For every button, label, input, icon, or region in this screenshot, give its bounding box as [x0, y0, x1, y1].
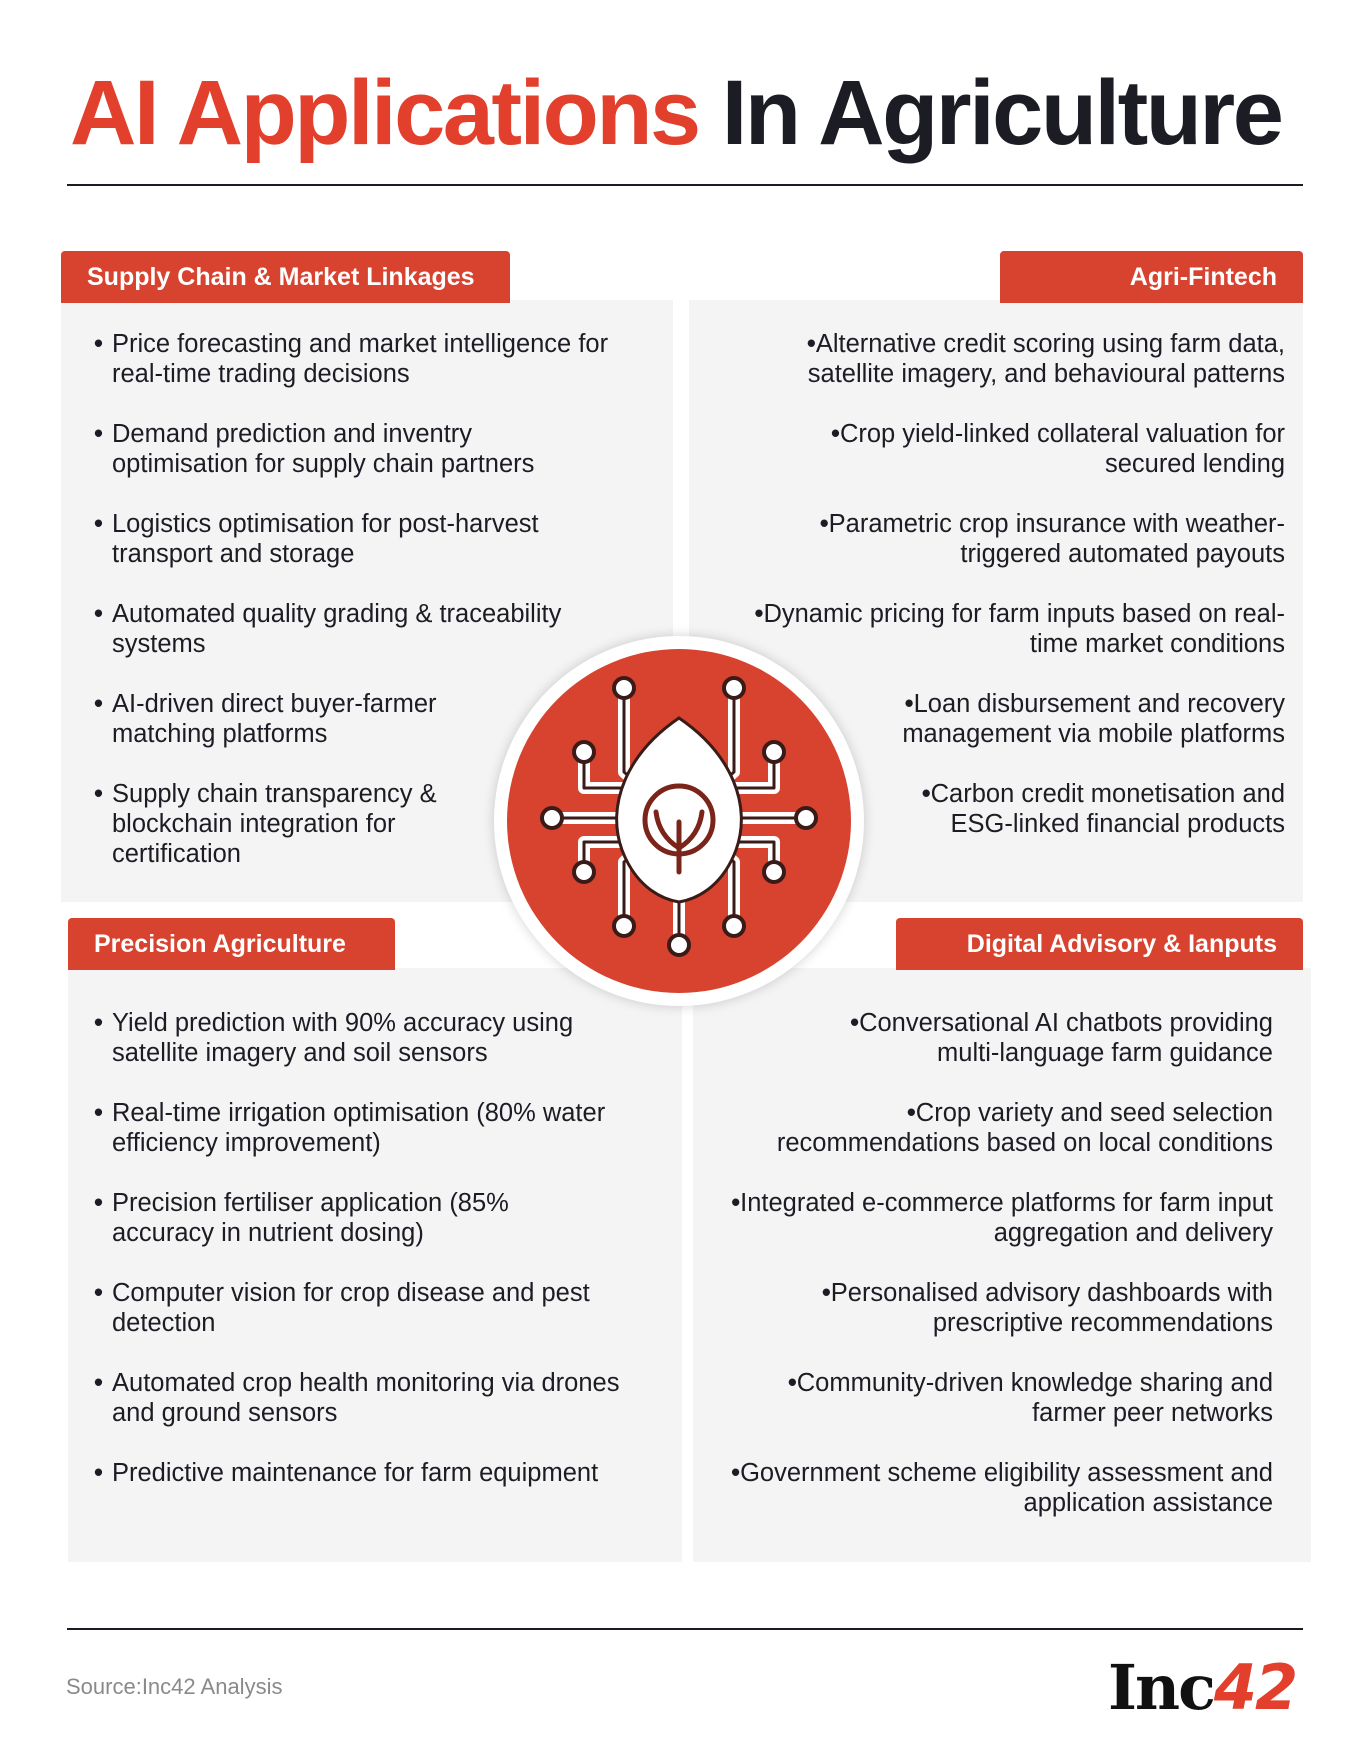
- list-item: • Automated crop health monitoring via drones and ground sensors: [94, 1369, 620, 1427]
- bullet-icon: •: [94, 510, 103, 538]
- bottom-divider: [67, 1628, 1303, 1630]
- leaf-circuit-icon: [494, 636, 864, 1006]
- list-item: • Yield prediction with 90% accuracy using satellite imagery and soil sensors: [94, 1009, 574, 1067]
- bullet-icon: •: [831, 420, 840, 448]
- bullet-icon: •: [94, 330, 103, 358]
- digital-advisory-tab-label: Digital Advisory & Ianputs: [966, 930, 1277, 958]
- title-rest: In Agriculture: [721, 62, 1282, 164]
- bullet-icon: •: [731, 1459, 741, 1487]
- source-note: Source:Inc42 Analysis: [66, 1674, 283, 1699]
- bullet-icon: •: [821, 1279, 831, 1307]
- bullet-icon: •: [806, 330, 816, 358]
- agri-fintech-tab-label: Agri-Fintech: [1129, 263, 1277, 291]
- list-item: •Alternative credit scoring using farm data, satellite imagery, and behavioural patterns: [735, 329, 1285, 389]
- digital-advisory-tab: [896, 918, 1303, 970]
- list-item: • Logistics optimisation for post-harvest transport and storage: [94, 510, 539, 568]
- bullet-icon: •: [94, 1459, 103, 1487]
- list-item: • Supply chain transparency & blockchain integration for certification: [94, 780, 437, 868]
- bullet-icon: •: [94, 1189, 103, 1217]
- agri-fintech-tab: [1000, 251, 1303, 303]
- bullet-icon: •: [94, 420, 103, 448]
- bullet-icon: •: [787, 1369, 797, 1397]
- precision-agriculture-tab-label: Precision Agriculture: [94, 930, 346, 958]
- bullet-icon: •: [94, 780, 103, 808]
- bullet-icon: •: [94, 1369, 103, 1397]
- logo-text: Inc: [1108, 1651, 1214, 1724]
- precision-agriculture-tab: [68, 918, 395, 970]
- supply-chain-tab-label: Supply Chain & Market Linkages: [87, 263, 475, 291]
- bullet-icon: •: [906, 1099, 916, 1127]
- list-item: •Crop yield-linked collateral valuation for secured lending: [735, 419, 1285, 479]
- bullet-icon: •: [904, 690, 914, 718]
- list-item: • Computer vision for crop disease and pest detection: [94, 1279, 590, 1337]
- list-item: • Price forecasting and market intelligence for real-time trading decisions: [94, 330, 609, 388]
- list-item: •Dynamic pricing for farm inputs based on real-time market conditions: [735, 599, 1285, 659]
- bullet-icon: •: [94, 1009, 103, 1037]
- list-item: • Automated quality grading & traceability systems: [94, 600, 562, 658]
- list-item: •Government scheme eligibility assessment and application assistance: [718, 1458, 1273, 1518]
- list-item: •Parametric crop insurance with weather-triggered automated payouts: [735, 509, 1285, 569]
- bullet-icon: •: [850, 1009, 860, 1037]
- list-item: •Conversational AI chatbots providing multi-language farm guidance: [718, 1008, 1273, 1068]
- bullet-icon: •: [819, 510, 829, 538]
- bullet-icon: •: [731, 1189, 741, 1217]
- top-divider: [67, 184, 1303, 186]
- precision-agriculture-list: [94, 1008, 654, 1518]
- list-item: •Community-driven knowledge sharing and farmer peer networks: [718, 1368, 1273, 1428]
- page-title: [70, 58, 1310, 168]
- list-item: •Personalised advisory dashboards with prescriptive recommendations: [718, 1278, 1273, 1338]
- list-item: • Precision fertiliser application (85% accuracy in nutrient dosing): [94, 1189, 509, 1247]
- list-item: • AI-driven direct buyer-farmer matching platforms: [94, 690, 437, 748]
- title-highlight: AI Applications: [70, 62, 699, 164]
- list-item: •Integrated e-commerce platforms for farm input aggregation and delivery: [718, 1188, 1273, 1248]
- list-item: • Demand prediction and inventry optimisation for supply chain partners: [94, 420, 535, 478]
- bullet-icon: •: [94, 1099, 103, 1127]
- logo-number: 42: [1213, 1651, 1297, 1724]
- list-item: •Loan disbursement and recovery management via mobile platforms: [735, 689, 1285, 749]
- bullet-icon: •: [94, 1279, 103, 1307]
- list-item: •Carbon credit monetisation and ESG-linked financial products: [735, 779, 1285, 839]
- list-item: •Crop variety and seed selection recommendations based on local conditions: [776, 1099, 1273, 1157]
- supply-chain-tab: [61, 251, 510, 303]
- digital-advisory-list: [718, 1008, 1273, 1548]
- bullet-icon: •: [94, 690, 103, 718]
- center-emblem: [494, 636, 864, 1006]
- bullet-icon: •: [754, 600, 764, 628]
- list-item: • Real-time irrigation optimisation (80% water efficiency improvement): [94, 1099, 606, 1157]
- list-item: • Predictive maintenance for farm equipment: [94, 1459, 599, 1487]
- bullet-icon: •: [921, 780, 931, 808]
- bullet-icon: •: [94, 600, 103, 628]
- inc42-logo: [1108, 1653, 1296, 1723]
